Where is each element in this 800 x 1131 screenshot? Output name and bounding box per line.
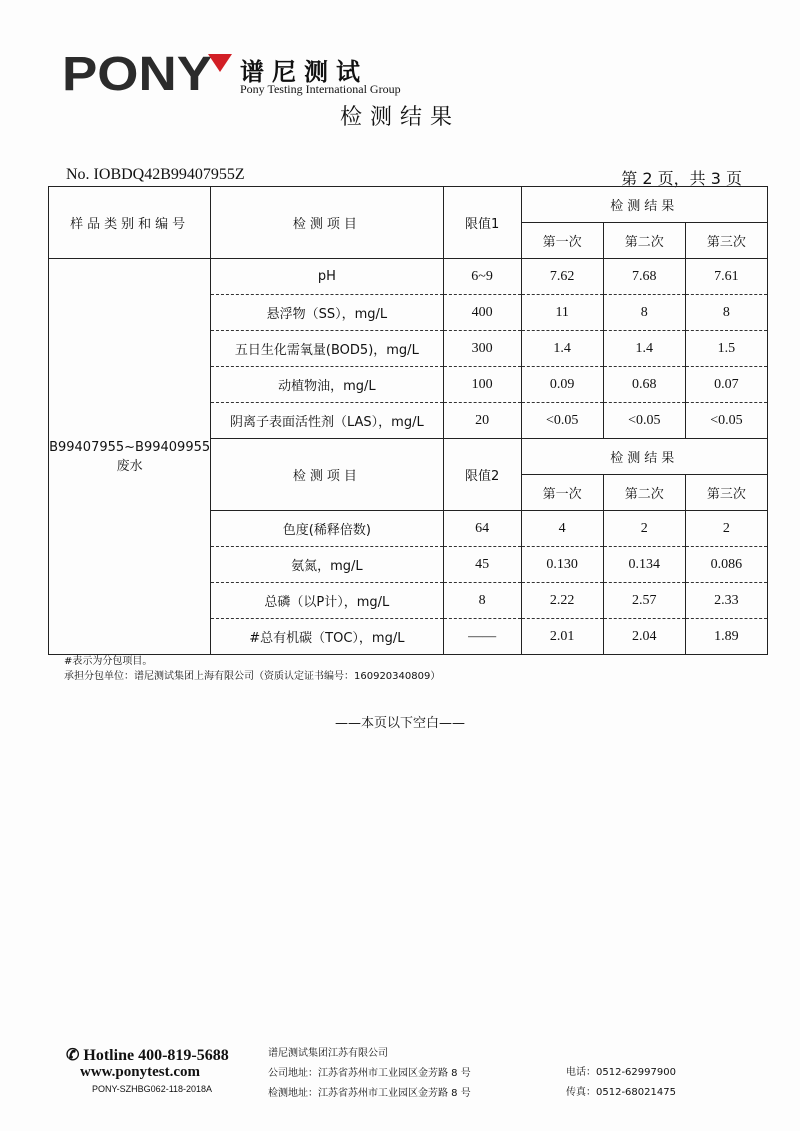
limit-cell: 400: [443, 295, 521, 331]
result-cell: 2.33: [685, 583, 767, 619]
limit-cell: 300: [443, 331, 521, 367]
result-cell: 1.4: [521, 331, 603, 367]
page-indicator: 第 2 页，共 3 页: [621, 169, 742, 188]
item-cell: 氨氮，mg/L: [211, 547, 443, 583]
table-row: [49, 259, 768, 295]
result-cell: 2.22: [521, 583, 603, 619]
company-name-cn: 谱尼测试: [240, 58, 368, 86]
result-cell: 1.5: [685, 331, 767, 367]
header2-item: 检测项目: [211, 439, 443, 511]
result-cell: 2: [603, 511, 685, 547]
item-cell: #总有机碳（TOC），mg/L: [211, 619, 443, 655]
limit-cell: 64: [443, 511, 521, 547]
item-cell: pH: [211, 259, 443, 295]
document-title: 检测结果: [339, 105, 460, 130]
header-limit1: 限值1: [443, 187, 521, 259]
result-cell: <0.05: [685, 403, 767, 439]
lab-address: 检测地址：江苏省苏州市工业园区金芳路 8 号: [268, 1088, 471, 1099]
limit-cell: 8: [443, 583, 521, 619]
header-sample: 样品类别和编号: [49, 187, 211, 259]
limit-cell: ——: [443, 619, 521, 655]
item-cell: 动植物油，mg/L: [211, 367, 443, 403]
limit-cell: 100: [443, 367, 521, 403]
limit-cell: 45: [443, 547, 521, 583]
blank-below-mark: ——本页以下空白——: [334, 716, 465, 731]
limit-cell: 20: [443, 403, 521, 439]
result-cell: 8: [685, 295, 767, 331]
result-cell: 7.61: [685, 259, 767, 295]
form-code: PONY-SZHBG062-118-2018A: [92, 1084, 213, 1094]
header-item: 检测项目: [211, 187, 443, 259]
company-info: [268, 1044, 471, 1104]
header-results: 检测结果: [521, 187, 767, 223]
result-cell: 2.57: [603, 583, 685, 619]
company-address: 公司地址：江苏省苏州市工业园区金芳路 8 号: [268, 1068, 471, 1079]
result-cell: 2.04: [603, 619, 685, 655]
phone: 电话：0512-62997900: [566, 1067, 676, 1078]
result-cell: 0.130: [521, 547, 603, 583]
result-cell: 8: [603, 295, 685, 331]
report-number: No. IOBDQ42B99407955Z: [66, 166, 245, 183]
sample-type: 废水: [116, 458, 143, 474]
result-cell: 0.09: [521, 367, 603, 403]
fax: 传真：0512-68021475: [566, 1087, 676, 1098]
item-cell: 色度(稀释倍数): [211, 511, 443, 547]
note-subcontract-mark: #表示为分包项目。: [64, 656, 153, 667]
pony-logo: [62, 50, 232, 96]
limit-cell: 6~9: [443, 259, 521, 295]
company-name-en: Pony Testing International Group: [240, 82, 401, 96]
result-cell: 2: [685, 511, 767, 547]
item-cell: 总磷（以P计），mg/L: [211, 583, 443, 619]
header2-round1: 第一次: [521, 475, 603, 511]
hotline: ✆ Hotline 400-819-5688: [66, 1047, 229, 1064]
result-cell: 2.01: [521, 619, 603, 655]
result-cell: 1.89: [685, 619, 767, 655]
results-table: [48, 186, 768, 655]
result-cell: 4: [521, 511, 603, 547]
result-cell: 0.68: [603, 367, 685, 403]
header-round2: 第二次: [603, 223, 685, 259]
result-cell: 1.4: [603, 331, 685, 367]
header2-round3: 第三次: [685, 475, 767, 511]
notes: [64, 654, 440, 684]
item-cell: 悬浮物（SS），mg/L: [211, 295, 443, 331]
result-cell: 7.62: [521, 259, 603, 295]
result-cell: <0.05: [603, 403, 685, 439]
website: www.ponytest.com: [80, 1064, 200, 1080]
result-cell: <0.05: [521, 403, 603, 439]
item-cell: 阴离子表面活性剂（LAS），mg/L: [211, 403, 443, 439]
logo-text: PONY: [62, 50, 212, 96]
result-cell: 7.68: [603, 259, 685, 295]
result-cell: 0.086: [685, 547, 767, 583]
header2-results: 检测结果: [521, 439, 767, 475]
result-cell: 0.07: [685, 367, 767, 403]
item-cell: 五日生化需氧量(BOD5)，mg/L: [211, 331, 443, 367]
header2-round2: 第二次: [603, 475, 685, 511]
note-subcontractor: 承担分包单位：谱尼测试集团上海有限公司（资质认定证书编号：160920340809）: [64, 671, 441, 682]
header-round3: 第三次: [685, 223, 767, 259]
result-cell: 11: [521, 295, 603, 331]
table-header-row: [49, 187, 768, 223]
sample-id: B99407955~B99409955: [49, 439, 211, 455]
company-name: 谱尼测试集团江苏有限公司: [268, 1048, 388, 1059]
sample-cell: [49, 259, 211, 655]
header-round1: 第一次: [521, 223, 603, 259]
result-cell: 0.134: [603, 547, 685, 583]
header2-limit2: 限值2: [443, 439, 521, 511]
contact-info: [566, 1063, 676, 1103]
